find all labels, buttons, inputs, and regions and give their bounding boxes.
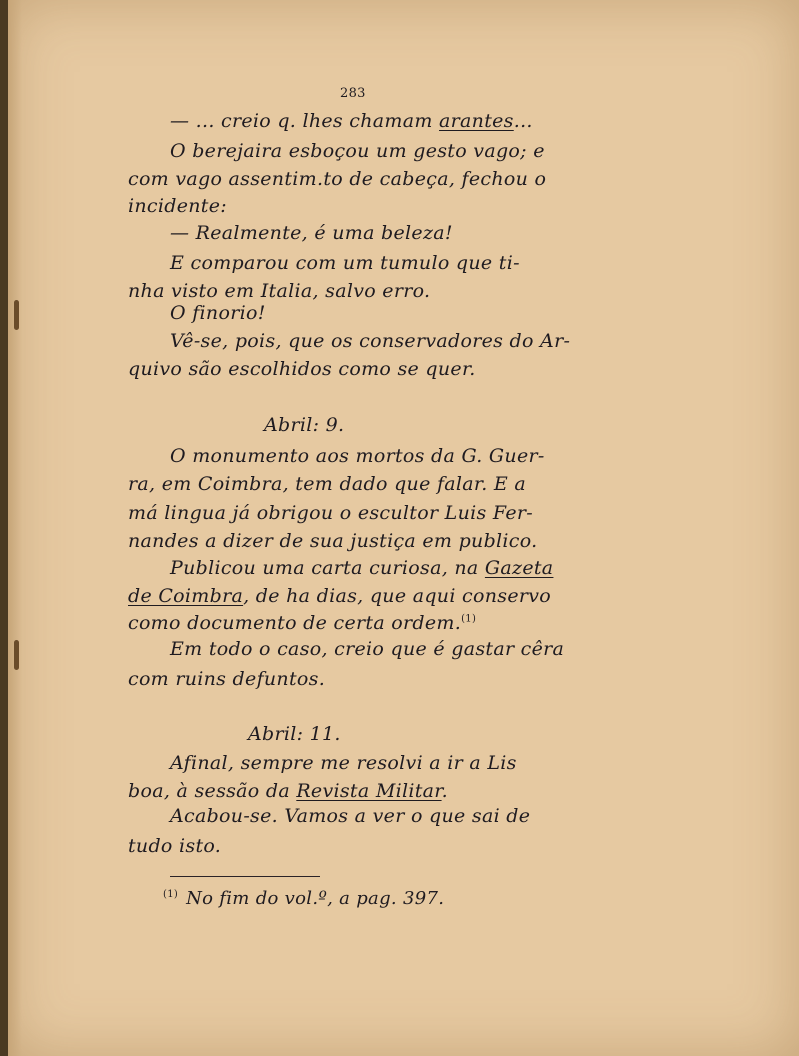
footnote-reference: (1) bbox=[461, 613, 477, 625]
text-line: incidente: bbox=[128, 195, 227, 217]
underlined-word: arantes bbox=[439, 110, 514, 132]
text-line bbox=[170, 110, 533, 132]
binding-hole bbox=[14, 300, 19, 330]
text-line: E comparou com um tumulo que ti- bbox=[170, 252, 520, 274]
text-line: Acabou-se. Vamos a ver o que sai de bbox=[170, 805, 531, 827]
underlined-title: Revista Militar bbox=[296, 780, 442, 802]
text-span: — ... creio q. lhes chamam bbox=[170, 110, 440, 132]
text-line: Em todo o caso, creio que é gastar cêra bbox=[170, 638, 565, 660]
text-line: ra, em Coimbra, tem dado que falar. E a bbox=[128, 473, 527, 495]
footnote bbox=[163, 888, 444, 909]
text-line bbox=[170, 557, 553, 579]
underlined-title: Gazeta bbox=[484, 557, 554, 579]
date-heading: Abril: 11. bbox=[248, 723, 341, 745]
text-line: com ruins defuntos. bbox=[128, 668, 326, 690]
footnote-mark: (1) bbox=[163, 889, 179, 900]
binding-hole bbox=[14, 640, 19, 670]
text-span: boa, à sessão da bbox=[128, 780, 297, 802]
text-line: com vago assentim.to de cabeça, fechou o bbox=[128, 168, 547, 190]
page-number: 283 bbox=[340, 86, 366, 101]
text-line: má lingua já obrigou o escultor Luis Fer- bbox=[128, 502, 533, 524]
footnote-text: No fim do vol.º, a pag. 397. bbox=[186, 888, 445, 909]
text-line: quivo são escolhidos como se quer. bbox=[128, 358, 476, 380]
text-span: como documento de certa ordem. bbox=[128, 612, 462, 634]
text-line: nandes a dizer de sua justiça em publico. bbox=[128, 530, 538, 552]
text-line bbox=[128, 612, 476, 634]
text-line: Vê-se, pois, que os conservadores do Ar- bbox=[170, 330, 571, 352]
text-span: . bbox=[441, 780, 448, 802]
text-line bbox=[128, 585, 551, 607]
underlined-title: de Coimbra bbox=[128, 585, 244, 607]
text-span: Publicou uma carta curiosa, na bbox=[170, 557, 485, 579]
text-line: Afinal, sempre me resolvi a ir a Lis bbox=[170, 752, 517, 774]
date-heading: Abril: 9. bbox=[264, 414, 345, 436]
text-line: — Realmente, é uma beleza! bbox=[170, 222, 453, 244]
text-line: nha visto em Italia, salvo erro. bbox=[128, 280, 431, 302]
text-line bbox=[128, 780, 448, 802]
text-span: , de ha dias, que aqui conservo bbox=[243, 585, 552, 607]
footnote-rule bbox=[170, 876, 320, 877]
text-line: O finorio! bbox=[170, 302, 266, 324]
manuscript-page bbox=[8, 0, 799, 1056]
text-span: ... bbox=[513, 110, 533, 132]
text-line: O monumento aos mortos da G. Guer- bbox=[170, 445, 545, 467]
text-line: tudo isto. bbox=[128, 835, 222, 857]
text-line: O berejaira esboçou um gesto vago; e bbox=[170, 140, 545, 162]
